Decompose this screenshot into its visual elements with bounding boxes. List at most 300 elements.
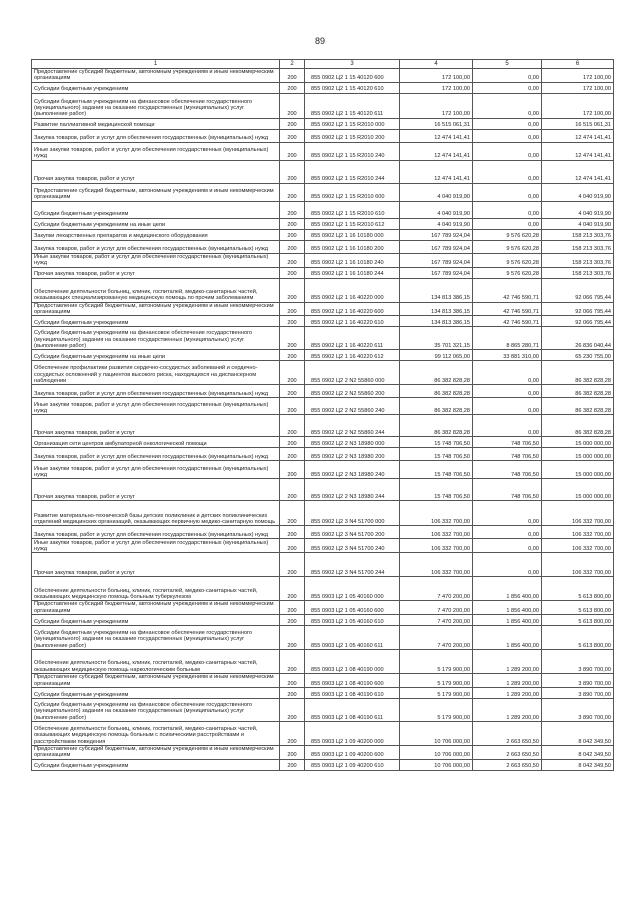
row-value-5-cell: 42 746 590,71 <box>473 278 542 302</box>
row-kbk-cell: 855 0902 Ц2 1 15 R2010 000 <box>305 118 400 129</box>
row-value-4-cell: 10 706 000,00 <box>400 746 473 760</box>
row-value-6-cell: 5 613 800,00 <box>542 577 614 601</box>
row-code-cell: 200 <box>280 759 305 770</box>
row-code-cell: 200 <box>280 201 305 218</box>
row-value-5-cell: 42 746 590,71 <box>473 302 542 316</box>
row-value-6-cell: 92 066 795,44 <box>542 278 614 302</box>
row-kbk-cell: 855 0903 Ц2 1 09 40200 000 <box>305 722 400 746</box>
row-value-5-cell: 0,00 <box>473 93 542 118</box>
row-name-cell: Закупка товаров, работ и услуг для обеспечения государственных (муниципальных) нужд <box>32 385 280 398</box>
row-value-6-cell: 86 382 828,28 <box>542 398 614 415</box>
row-name-cell: Иные закупки товаров, работ и услуг для обеспечения государственных (муниципальных) нужд <box>32 398 280 415</box>
row-value-4-cell: 5 179 900,00 <box>400 650 473 674</box>
row-value-4-cell: 167 789 924,04 <box>400 253 473 267</box>
row-code-cell: 200 <box>280 722 305 746</box>
row-kbk-cell: 855 0902 Ц2 1 15 R2010 200 <box>305 129 400 142</box>
row-name-cell: Прочая закупка товаров, работ и услуг <box>32 415 280 437</box>
row-value-6-cell: 15 000 000,00 <box>542 437 614 448</box>
row-code-cell: 200 <box>280 82 305 93</box>
row-code-cell: 200 <box>280 526 305 539</box>
row-name-cell: Иные закупки товаров, работ и услуг для обеспечения государственных (муниципальных) нужд <box>32 461 280 479</box>
row-code-cell: 200 <box>280 674 305 688</box>
table-row <box>32 674 614 688</box>
row-value-5-cell: 1 856 400,00 <box>473 601 542 615</box>
row-name-cell: Обеспечение деятельности больниц, клиник, госпиталей, медико-санитарных частей, оказывающих медицинскую помощь наркологическим больным <box>32 650 280 674</box>
row-code-cell: 200 <box>280 501 305 526</box>
row-code-cell: 200 <box>280 327 305 350</box>
row-kbk-cell: 855 0902 Ц2 1 16 10180 200 <box>305 240 400 253</box>
table-row <box>32 437 614 448</box>
row-value-6-cell: 5 613 800,00 <box>542 615 614 626</box>
row-value-5-cell: 0,00 <box>473 142 542 160</box>
header-cell: 4 <box>400 60 473 69</box>
row-name-cell: Обеспечение деятельности больниц, клиник, госпиталей, медико-санитарных частей, оказывающих медицинскую помощь больным с психическими расстройствами и расстройствами поведения <box>32 722 280 746</box>
row-code-cell: 200 <box>280 626 305 650</box>
row-value-5-cell: 9 576 620,28 <box>473 267 542 278</box>
row-value-6-cell: 8 042 349,50 <box>542 746 614 760</box>
row-kbk-cell: 855 0902 Ц2 2 N2 55860 240 <box>305 398 400 415</box>
row-value-4-cell: 4 040 919,90 <box>400 183 473 201</box>
table-row <box>32 93 614 118</box>
table-row <box>32 759 614 770</box>
row-value-4-cell: 16 515 061,31 <box>400 118 473 129</box>
row-value-6-cell: 5 613 800,00 <box>542 626 614 650</box>
table-row <box>32 553 614 577</box>
row-kbk-cell: 855 0902 Ц2 2 N3 18980 000 <box>305 437 400 448</box>
row-name-cell: Закупка товаров, работ и услуг для обеспечения государственных (муниципальных) нужд <box>32 129 280 142</box>
row-value-4-cell: 172 100,00 <box>400 93 473 118</box>
row-code-cell: 200 <box>280 553 305 577</box>
row-value-6-cell: 15 000 000,00 <box>542 461 614 479</box>
row-kbk-cell: 855 0902 Ц2 1 16 40220 600 <box>305 302 400 316</box>
table-row <box>32 327 614 350</box>
row-kbk-cell: 855 0903 Ц2 1 08 40190 610 <box>305 688 400 699</box>
row-value-4-cell: 7 470 200,00 <box>400 601 473 615</box>
row-name-cell: Субсидии бюджетным учреждениям <box>32 82 280 93</box>
row-kbk-cell: 855 0902 Ц2 1 15 40120 610 <box>305 82 400 93</box>
row-name-cell: Прочая закупка товаров, работ и услуг <box>32 479 280 501</box>
row-value-5-cell: 0,00 <box>473 118 542 129</box>
row-code-cell: 200 <box>280 229 305 240</box>
row-value-5-cell: 8 865 280,71 <box>473 327 542 350</box>
row-value-4-cell: 167 789 924,04 <box>400 229 473 240</box>
table-row <box>32 746 614 760</box>
row-kbk-cell: 855 0903 Ц2 1 05 40160 600 <box>305 601 400 615</box>
row-value-4-cell: 15 748 706,50 <box>400 437 473 448</box>
row-value-6-cell: 3 890 700,00 <box>542 688 614 699</box>
row-value-4-cell: 10 706 000,00 <box>400 759 473 770</box>
table-row <box>32 229 614 240</box>
row-value-4-cell: 106 332 700,00 <box>400 553 473 577</box>
row-value-4-cell: 7 470 200,00 <box>400 615 473 626</box>
table-row <box>32 69 614 83</box>
table-row <box>32 688 614 699</box>
row-value-4-cell: 35 701 321,15 <box>400 327 473 350</box>
row-kbk-cell: 855 0902 Ц2 1 15 R2010 612 <box>305 218 400 229</box>
row-code-cell: 200 <box>280 253 305 267</box>
row-value-6-cell: 15 000 000,00 <box>542 479 614 501</box>
row-value-5-cell: 33 881 310,00 <box>473 350 542 361</box>
row-value-5-cell: 0,00 <box>473 501 542 526</box>
row-value-6-cell: 12 474 141,41 <box>542 160 614 183</box>
row-value-4-cell: 15 748 706,50 <box>400 461 473 479</box>
row-name-cell: Иные закупки товаров, работ и услуг для обеспечения государственных (муниципальных) нужд <box>32 539 280 553</box>
row-name-cell: Обеспечение деятельности больниц, клиник, госпиталей, медико-санитарных частей, оказывающих медицинскую помощь больным туберкулезом <box>32 577 280 601</box>
row-kbk-cell: 855 0902 Ц2 3 N4 51700 200 <box>305 526 400 539</box>
row-value-4-cell: 86 382 828,28 <box>400 398 473 415</box>
row-kbk-cell: 855 0903 Ц2 1 09 40200 600 <box>305 746 400 760</box>
table-row <box>32 615 614 626</box>
table-row <box>32 361 614 385</box>
row-value-5-cell: 0,00 <box>473 526 542 539</box>
table-row <box>32 240 614 253</box>
row-code-cell: 200 <box>280 688 305 699</box>
table-row <box>32 302 614 316</box>
row-value-5-cell: 2 663 650,50 <box>473 759 542 770</box>
row-kbk-cell: 855 0903 Ц2 1 08 40190 600 <box>305 674 400 688</box>
row-value-4-cell: 106 332 700,00 <box>400 539 473 553</box>
row-value-5-cell: 0,00 <box>473 160 542 183</box>
row-name-cell: Иные закупки товаров, работ и услуг для обеспечения государственных (муниципальных) нужд <box>32 142 280 160</box>
table-row <box>32 183 614 201</box>
page-number: 89 <box>314 36 325 46</box>
row-value-5-cell: 9 576 620,28 <box>473 253 542 267</box>
row-name-cell: Иные закупки товаров, работ и услуг для обеспечения государственных (муниципальных) нужд <box>32 253 280 267</box>
row-value-4-cell: 15 748 706,50 <box>400 448 473 461</box>
table-row <box>32 160 614 183</box>
row-value-5-cell: 9 576 620,28 <box>473 229 542 240</box>
row-name-cell: Субсидии бюджетным учреждениям <box>32 615 280 626</box>
table-row <box>32 539 614 553</box>
row-name-cell: Развитие материально-технической базы детских поликлиник и детских поликлинических отделений медицинских организаций, оказывающих первичную медико-санитарную помощь <box>32 501 280 526</box>
row-value-6-cell: 158 213 303,76 <box>542 267 614 278</box>
row-code-cell: 200 <box>280 601 305 615</box>
row-kbk-cell: 855 0903 Ц2 1 08 40190 611 <box>305 699 400 722</box>
row-name-cell: Закупка товаров, работ и услуг для обеспечения государственных (муниципальных) нужд <box>32 448 280 461</box>
row-value-5-cell: 0,00 <box>473 218 542 229</box>
row-code-cell: 200 <box>280 448 305 461</box>
row-value-6-cell: 106 332 700,00 <box>542 553 614 577</box>
table-row <box>32 316 614 327</box>
row-value-5-cell: 748 706,50 <box>473 479 542 501</box>
row-value-5-cell: 1 289 200,00 <box>473 674 542 688</box>
row-name-cell: Субсидии бюджетным учреждениям на финансовое обеспечение государственного (муниципального) задания на оказание государственных (муниципальных) услуг (выполнение работ) <box>32 699 280 722</box>
table-row <box>32 577 614 601</box>
row-value-5-cell: 0,00 <box>473 201 542 218</box>
row-code-cell: 200 <box>280 746 305 760</box>
row-code-cell: 200 <box>280 93 305 118</box>
header-cell: 2 <box>280 60 305 69</box>
row-value-5-cell: 1 289 200,00 <box>473 650 542 674</box>
row-value-6-cell: 4 040 919,90 <box>542 183 614 201</box>
row-value-4-cell: 106 332 700,00 <box>400 501 473 526</box>
row-value-6-cell: 12 474 141,41 <box>542 129 614 142</box>
row-kbk-cell: 855 0903 Ц2 1 05 40160 610 <box>305 615 400 626</box>
row-value-5-cell: 0,00 <box>473 69 542 83</box>
row-name-cell: Прочая закупка товаров, работ и услуг <box>32 160 280 183</box>
row-code-cell: 200 <box>280 479 305 501</box>
row-name-cell: Закупка товаров, работ и услуг для обеспечения государственных (муниципальных) нужд <box>32 240 280 253</box>
row-name-cell: Закупки лекарственных препаратов и медицинского оборудования <box>32 229 280 240</box>
table-row <box>32 699 614 722</box>
row-value-5-cell: 0,00 <box>473 415 542 437</box>
row-kbk-cell: 855 0903 Ц2 1 05 40160 611 <box>305 626 400 650</box>
row-kbk-cell: 855 0902 Ц2 1 16 10180 244 <box>305 267 400 278</box>
row-value-4-cell: 134 813 386,15 <box>400 302 473 316</box>
header-cell: 1 <box>32 60 280 69</box>
row-value-4-cell: 4 040 919,90 <box>400 201 473 218</box>
row-name-cell: Прочая закупка товаров, работ и услуг <box>32 267 280 278</box>
row-value-6-cell: 3 890 700,00 <box>542 699 614 722</box>
row-value-4-cell: 106 332 700,00 <box>400 526 473 539</box>
row-value-4-cell: 172 100,00 <box>400 82 473 93</box>
row-code-cell: 200 <box>280 278 305 302</box>
table-row <box>32 118 614 129</box>
row-value-6-cell: 4 040 919,90 <box>542 201 614 218</box>
row-kbk-cell: 855 0902 Ц2 1 15 R2010 600 <box>305 183 400 201</box>
row-code-cell: 200 <box>280 118 305 129</box>
table-row <box>32 626 614 650</box>
row-value-5-cell: 9 576 620,28 <box>473 240 542 253</box>
row-name-cell: Предоставление субсидий бюджетным, автономным учреждениям и иным некоммерческим организациям <box>32 746 280 760</box>
table-row <box>32 129 614 142</box>
row-value-4-cell: 167 789 924,04 <box>400 267 473 278</box>
row-code-cell: 200 <box>280 539 305 553</box>
row-value-4-cell: 12 474 141,41 <box>400 160 473 183</box>
table-row <box>32 278 614 302</box>
row-code-cell: 200 <box>280 437 305 448</box>
row-code-cell: 200 <box>280 316 305 327</box>
row-value-4-cell: 10 706 000,00 <box>400 722 473 746</box>
table-row <box>32 253 614 267</box>
row-name-cell: Субсидии бюджетным учреждениям на финансовое обеспечение государственного (муниципального) задания на оказание государственных (муниципальных) услуг (выполнение работ) <box>32 327 280 350</box>
row-value-6-cell: 16 515 061,31 <box>542 118 614 129</box>
row-value-5-cell: 2 663 650,50 <box>473 746 542 760</box>
row-value-5-cell: 0,00 <box>473 539 542 553</box>
row-value-5-cell: 748 706,50 <box>473 448 542 461</box>
row-kbk-cell: 855 0902 Ц2 1 15 40120 611 <box>305 93 400 118</box>
row-code-cell: 200 <box>280 398 305 415</box>
row-code-cell: 200 <box>280 129 305 142</box>
row-value-5-cell: 0,00 <box>473 553 542 577</box>
row-code-cell: 200 <box>280 302 305 316</box>
row-value-5-cell: 0,00 <box>473 385 542 398</box>
row-value-6-cell: 8 042 349,50 <box>542 759 614 770</box>
row-kbk-cell: 855 0902 Ц2 3 N4 51700 000 <box>305 501 400 526</box>
row-value-6-cell: 158 213 303,76 <box>542 229 614 240</box>
row-name-cell: Субсидии бюджетным учреждениям <box>32 201 280 218</box>
row-value-4-cell: 172 100,00 <box>400 69 473 83</box>
row-value-6-cell: 12 474 141,41 <box>542 142 614 160</box>
row-code-cell: 200 <box>280 361 305 385</box>
row-value-6-cell: 172 100,00 <box>542 93 614 118</box>
row-value-6-cell: 65 230 755,00 <box>542 350 614 361</box>
row-value-5-cell: 0,00 <box>473 183 542 201</box>
row-value-6-cell: 172 100,00 <box>542 69 614 83</box>
header-cell: 3 <box>305 60 400 69</box>
row-name-cell: Субсидии бюджетным учреждениям на иные цели <box>32 350 280 361</box>
row-value-5-cell: 748 706,50 <box>473 461 542 479</box>
row-name-cell: Обеспечение деятельности больниц, клиник, госпиталей, медико-санитарных частей, оказывающих специализированную медицинскую помощь по прочим заболеваниям <box>32 278 280 302</box>
table-row <box>32 82 614 93</box>
row-value-5-cell: 1 289 200,00 <box>473 699 542 722</box>
row-name-cell: Предоставление субсидий бюджетным, автономным учреждениям и иным некоммерческим организациям <box>32 302 280 316</box>
row-value-5-cell: 1 856 400,00 <box>473 577 542 601</box>
row-value-6-cell: 158 213 303,76 <box>542 253 614 267</box>
row-value-6-cell: 86 382 828,28 <box>542 415 614 437</box>
row-name-cell: Предоставление субсидий бюджетным, автономным учреждениям и иным некоммерческим организациям <box>32 183 280 201</box>
table-row <box>32 479 614 501</box>
row-value-4-cell: 86 382 828,28 <box>400 415 473 437</box>
row-value-6-cell: 106 332 700,00 <box>542 526 614 539</box>
row-kbk-cell: 855 0903 Ц2 1 09 40200 610 <box>305 759 400 770</box>
row-kbk-cell: 855 0903 Ц2 1 05 40160 000 <box>305 577 400 601</box>
row-name-cell: Субсидии бюджетным учреждениям <box>32 316 280 327</box>
row-value-5-cell: 1 289 200,00 <box>473 688 542 699</box>
row-value-5-cell: 1 856 400,00 <box>473 615 542 626</box>
row-kbk-cell: 855 0902 Ц2 3 N4 51700 244 <box>305 553 400 577</box>
row-name-cell: Обеспечение профилактики развития сердечно-сосудистых заболеваний и сердечно-сосудистых осложнений у пациентов высокого риска, находящихся на диспансерном наблюдении <box>32 361 280 385</box>
budget-table <box>31 59 614 771</box>
table-row <box>32 415 614 437</box>
row-value-4-cell: 86 382 828,28 <box>400 385 473 398</box>
row-value-6-cell: 8 042 349,50 <box>542 722 614 746</box>
row-value-6-cell: 106 332 700,00 <box>542 501 614 526</box>
row-name-cell: Предоставление субсидий бюджетным, автономным учреждениям и иным некоммерческим организациям <box>32 69 280 83</box>
row-value-6-cell: 92 066 795,44 <box>542 302 614 316</box>
table-row <box>32 526 614 539</box>
row-value-4-cell: 12 474 141,41 <box>400 129 473 142</box>
table-row <box>32 501 614 526</box>
row-value-5-cell: 1 856 400,00 <box>473 626 542 650</box>
row-code-cell: 200 <box>280 461 305 479</box>
row-name-cell: Субсидии бюджетным учреждениям на финансовое обеспечение государственного (муниципального) задания на оказание государственных (муниципальных) услуг (выполнение работ) <box>32 93 280 118</box>
row-code-cell: 200 <box>280 142 305 160</box>
table-row <box>32 350 614 361</box>
row-kbk-cell: 855 0902 Ц2 2 N3 18980 200 <box>305 448 400 461</box>
row-code-cell: 200 <box>280 615 305 626</box>
row-name-cell: Субсидии бюджетным учреждениям на иные цели <box>32 218 280 229</box>
row-name-cell: Прочая закупка товаров, работ и услуг <box>32 553 280 577</box>
row-value-4-cell: 167 789 924,04 <box>400 240 473 253</box>
row-code-cell: 200 <box>280 240 305 253</box>
row-value-6-cell: 26 836 040,44 <box>542 327 614 350</box>
row-code-cell: 200 <box>280 699 305 722</box>
row-code-cell: 200 <box>280 218 305 229</box>
row-kbk-cell: 855 0903 Ц2 1 08 40190 000 <box>305 650 400 674</box>
row-kbk-cell: 855 0902 Ц2 1 15 40120 600 <box>305 69 400 83</box>
row-code-cell: 200 <box>280 577 305 601</box>
header-cell: 5 <box>473 60 542 69</box>
row-value-6-cell: 106 332 700,00 <box>542 539 614 553</box>
row-value-5-cell: 0,00 <box>473 361 542 385</box>
row-kbk-cell: 855 0902 Ц2 1 16 10180 240 <box>305 253 400 267</box>
row-kbk-cell: 855 0902 Ц2 2 N2 55860 200 <box>305 385 400 398</box>
row-value-4-cell: 86 382 828,28 <box>400 361 473 385</box>
table-row <box>32 218 614 229</box>
row-value-4-cell: 5 179 900,00 <box>400 674 473 688</box>
row-kbk-cell: 855 0902 Ц2 2 N3 18980 244 <box>305 479 400 501</box>
row-value-5-cell: 0,00 <box>473 82 542 93</box>
header-row <box>32 60 614 69</box>
row-name-cell: Субсидии бюджетным учреждениям <box>32 759 280 770</box>
row-value-6-cell: 86 382 828,28 <box>542 361 614 385</box>
row-value-4-cell: 5 179 900,00 <box>400 699 473 722</box>
row-value-5-cell: 0,00 <box>473 398 542 415</box>
table-row <box>32 601 614 615</box>
row-kbk-cell: 855 0902 Ц2 2 N2 55860 000 <box>305 361 400 385</box>
row-value-5-cell: 2 663 650,50 <box>473 722 542 746</box>
row-value-4-cell: 4 040 919,90 <box>400 218 473 229</box>
row-kbk-cell: 855 0902 Ц2 1 16 40220 611 <box>305 327 400 350</box>
row-name-cell: Предоставление субсидий бюджетным, автономным учреждениям и иным некоммерческим организациям <box>32 601 280 615</box>
row-name-cell: Закупка товаров, работ и услуг для обеспечения государственных (муниципальных) нужд <box>32 526 280 539</box>
row-value-6-cell: 172 100,00 <box>542 82 614 93</box>
table-row <box>32 267 614 278</box>
table-row <box>32 142 614 160</box>
row-value-4-cell: 134 813 386,15 <box>400 278 473 302</box>
row-kbk-cell: 855 0902 Ц2 1 16 10180 000 <box>305 229 400 240</box>
table-row <box>32 398 614 415</box>
row-name-cell: Организация сети центров амбулаторной онкологической помощи <box>32 437 280 448</box>
row-code-cell: 200 <box>280 160 305 183</box>
row-code-cell: 200 <box>280 385 305 398</box>
row-kbk-cell: 855 0902 Ц2 1 15 R2010 244 <box>305 160 400 183</box>
row-value-6-cell: 4 040 919,90 <box>542 218 614 229</box>
table-row <box>32 461 614 479</box>
row-kbk-cell: 855 0902 Ц2 2 N2 55860 244 <box>305 415 400 437</box>
table-row <box>32 385 614 398</box>
row-value-6-cell: 5 613 800,00 <box>542 601 614 615</box>
row-value-4-cell: 7 470 200,00 <box>400 626 473 650</box>
row-value-6-cell: 3 890 700,00 <box>542 650 614 674</box>
row-value-6-cell: 158 213 303,76 <box>542 240 614 253</box>
row-value-6-cell: 86 382 828,28 <box>542 385 614 398</box>
row-value-4-cell: 134 813 386,15 <box>400 316 473 327</box>
row-value-4-cell: 15 748 706,50 <box>400 479 473 501</box>
row-name-cell: Субсидии бюджетным учреждениям <box>32 688 280 699</box>
row-kbk-cell: 855 0902 Ц2 3 N4 51700 240 <box>305 539 400 553</box>
table-row <box>32 722 614 746</box>
row-name-cell: Предоставление субсидий бюджетным, автономным учреждениям и иным некоммерческим организациям <box>32 674 280 688</box>
row-kbk-cell: 855 0902 Ц2 1 15 R2010 610 <box>305 201 400 218</box>
row-value-5-cell: 748 706,50 <box>473 437 542 448</box>
row-value-6-cell: 92 066 795,44 <box>542 316 614 327</box>
row-kbk-cell: 855 0902 Ц2 1 15 R2010 240 <box>305 142 400 160</box>
row-code-cell: 200 <box>280 350 305 361</box>
row-code-cell: 200 <box>280 183 305 201</box>
table-row <box>32 201 614 218</box>
row-code-cell: 200 <box>280 267 305 278</box>
row-value-4-cell: 5 179 900,00 <box>400 688 473 699</box>
row-value-4-cell: 99 112 065,00 <box>400 350 473 361</box>
row-code-cell: 200 <box>280 415 305 437</box>
row-value-4-cell: 7 470 200,00 <box>400 577 473 601</box>
row-name-cell: Развитие паллиативной медицинской помощи <box>32 118 280 129</box>
table-row <box>32 650 614 674</box>
row-name-cell: Субсидии бюджетным учреждениям на финансовое обеспечение государственного (муниципального) задания на оказание государственных (муниципальных) услуг (выполнение работ) <box>32 626 280 650</box>
row-value-5-cell: 42 746 590,71 <box>473 316 542 327</box>
row-value-6-cell: 15 000 000,00 <box>542 448 614 461</box>
row-value-4-cell: 12 474 141,41 <box>400 142 473 160</box>
row-value-5-cell: 0,00 <box>473 129 542 142</box>
row-code-cell: 200 <box>280 69 305 83</box>
row-kbk-cell: 855 0902 Ц2 1 16 40220 610 <box>305 316 400 327</box>
row-value-6-cell: 3 890 700,00 <box>542 674 614 688</box>
row-kbk-cell: 855 0902 Ц2 2 N3 18980 240 <box>305 461 400 479</box>
table-row <box>32 448 614 461</box>
header-cell: 6 <box>542 60 614 69</box>
